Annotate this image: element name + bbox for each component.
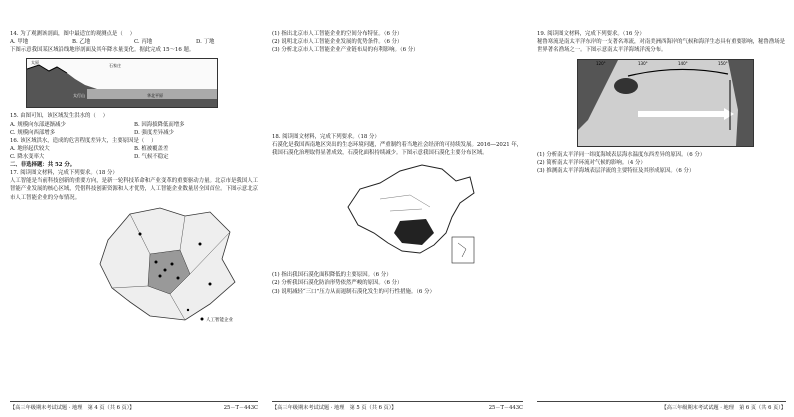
page-4 — [0, 0, 264, 417]
q17-sub-1: (1) 指出北京市人工智能企业的空间分布特征。（6 分） — [272, 31, 403, 37]
question-17: 17. 阅读图文材料，完成下列要求。（18 分） — [10, 170, 118, 177]
page-5-footer-text: 【高三年级期末考试试题 · 地理 第 5 页（共 6 页）】 — [272, 405, 397, 411]
page-5-footer — [272, 401, 523, 411]
china-map-graphic — [330, 159, 480, 267]
option-d: D. 气候不稳定 — [134, 153, 169, 160]
question-15: 15. 由图可知，该区域发生洪水的（ ） — [10, 113, 109, 120]
q17-sub-3: (3) 分析北京市人工智能企业产业链布局的有利影响。（6 分） — [272, 47, 419, 54]
map-legend-label: 人工智能企业 — [206, 317, 233, 323]
q19-sub-3: (3) 推测南太平洋海域表层洋流的主要特征及其形成原因。（6 分） — [537, 168, 695, 175]
page-6 — [529, 0, 794, 417]
question-16: 16. 该区域洪水，造成的危害程度差异大，主要原因是（ ） — [10, 137, 157, 144]
lon-label-2: 130° — [638, 60, 648, 66]
option-c: C. 丙地 — [134, 39, 153, 46]
option-a: A. 地形起伏较大 — [10, 145, 50, 152]
option-d: D. 丁地 — [196, 39, 215, 46]
lon-label-1: 120° — [596, 60, 606, 66]
beijing-map-graphic — [90, 204, 240, 326]
section-2-heading: 二、非选择题：共 52 分。 — [10, 161, 76, 168]
lon-label-3: 140° — [678, 60, 688, 66]
question-17-text: 人工智能是当前科技创新的重要方向，是新一轮科技革命和产业变革的重要驱动力量。北京市是我国人工智能产业发展的核心区域，凭借科技创新资源和人才优势，人工智能企业数量居全国首位。下图示意北京市人工智能企业的分布情况。 — [10, 178, 258, 201]
question-15-options-2 — [10, 129, 258, 137]
q18-sub-3: (3) 说明减轻“三口”压力从而遏制石漠化发生的可行性措施。（6 分） — [272, 288, 435, 295]
question-19: 19. 阅读图文材料，完成下列要求。（16 分） — [537, 31, 645, 37]
question-16-options-2 — [10, 153, 258, 161]
question-19-text: 秘鲁寒流是南太平洋东岸的一支著名寒流，对南美洲西海岸的气候和海洋生态具有重要影响，秘鲁渔场是世界著名渔场之一。下图示意南太平洋海域洋流分布。 — [537, 39, 785, 54]
china-map-figure — [330, 159, 480, 267]
option-b: B. 因海拔降低而增多 — [134, 121, 185, 128]
option-d: D. 强度差异减少 — [134, 129, 174, 136]
pacific-current-map — [577, 59, 754, 147]
page-4-footer — [10, 401, 258, 411]
page-6-footer-text: 【高三年级期末考试试题 · 地理 第 6 页（共 6 页）】 — [661, 405, 786, 411]
q17-sub-2: (2) 说明北京市人工智能企业发展的优势条件。（6 分） — [272, 39, 403, 46]
page-4-footer-code: 25－T－443C — [223, 405, 258, 411]
label-taiyuan: 太原 — [31, 60, 39, 66]
page-5 — [264, 0, 529, 417]
q18-sub-1: (1) 指出我国石漠化面积降低的主要原因。（6 分） — [272, 272, 392, 279]
terrain-profile-figure — [26, 58, 218, 108]
section-intro: 下图示意我国某区域沿线地形剖面及其年降水量变化。据此完成 15～16 题。 — [10, 47, 195, 54]
q19-sub-1: (1) 分析南太平洋同一纬度海域表层海水温度东西差异的原因。（6 分） — [537, 151, 706, 158]
question-15-options-1 — [10, 121, 258, 129]
question-14: 14. 为了观测该剖面，图中最适宜的观测点是（ ） — [10, 31, 135, 37]
option-a: A. 规模向东部逐渐减少 — [10, 121, 66, 128]
option-c: C. 降水变率大 — [10, 153, 45, 160]
q18-sub-2: (2) 分析我国石漠化防治形势依然严峻的原因。（6 分） — [272, 280, 403, 287]
terrain-profile-graphic — [27, 59, 217, 107]
q19-sub-2: (2) 简析南太平洋环流对气候的影响。（4 分） — [537, 159, 646, 166]
option-b: B. 乙地 — [72, 39, 91, 46]
question-18: 18. 阅读图文材料，完成下列要求。（18 分） — [272, 133, 380, 140]
label-taihang: 太行山 — [73, 93, 85, 99]
lon-label-4: 150° — [718, 60, 728, 66]
option-c: C. 规模向西部增多 — [10, 129, 56, 136]
page-4-footer-text: 【高三年级期末考试试题 · 地理 第 4 页（共 6 页）】 — [10, 405, 135, 411]
option-b: B. 植被覆盖差 — [134, 145, 169, 152]
question-14-options — [10, 38, 258, 46]
page-6-footer — [537, 401, 786, 411]
label-north-china-plain: 华北平原 — [147, 93, 163, 99]
beijing-map-figure — [90, 204, 240, 326]
question-16-options-1 — [10, 145, 258, 153]
question-18-text: 石漠化是我国西南地区突出的生态环境问题，严重制约着当地社会经济的可持续发展。2016—2021 年，我国石漠化治理取得显著成效，石漠化面积持续减少。下图示意我国石漠化主要分布区域。 — [272, 141, 523, 157]
pacific-current-graphic — [578, 60, 753, 146]
page-5-footer-code: 25－T－443C — [488, 405, 523, 411]
label-shijiazhuang: 石家庄 — [109, 63, 121, 69]
option-a: A. 甲地 — [10, 39, 29, 46]
